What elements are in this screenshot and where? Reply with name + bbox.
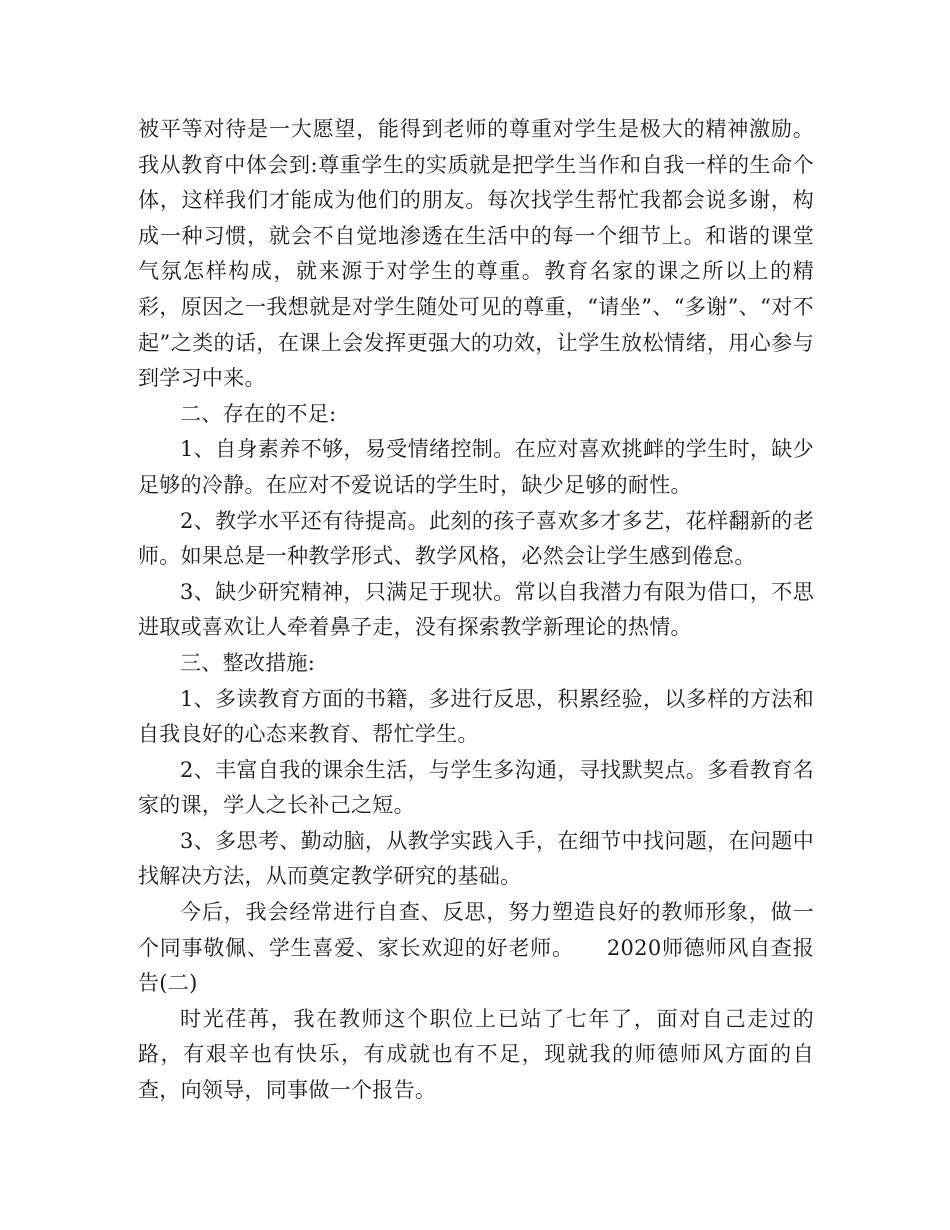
shortcoming-item-3: 3、缺少研究精神，只满足于现状。常以自我潜力有限为借口，不思进取或喜欢让人牵着鼻子走，没有探索教学新理论的热情。 [138, 579, 814, 640]
paragraph-report-two-intro: 时光荏苒，我在教师这个职位上已站了七年了，面对自己走过的路，有艰辛也有快乐，有成就也有不足，现就我的师德师风方面的自查，向领导，同事做一个报告。 [138, 1006, 814, 1103]
section-heading-measures: 三、整改措施: [180, 650, 316, 675]
paragraph-respect: 被平等对待是一大愿望，能得到老师的尊重对学生是极大的精神激励。我从教育中体会到:尊重学生的实质就是把学生当作和自我一样的生命个体，这样我们才能成为他们的朋友。每次找学生帮忙我都会说多谢，构成一种习惯，就会不自觉地渗透在生活中的每一个细节上。和谐的课堂气氛怎样构成，就来源于对学生的尊重。教育名家的课之所以上的精彩，原因之一我想就是对学生随处可见的尊重，“请坐”、“多谢”、“对不起”之类的话，在课上会发挥更强大的功效，让学生放松情绪，用心参与到学习中来。 [138, 117, 814, 391]
measure-item-1: 1、多读教育方面的书籍，多进行反思，积累经验，以多样的方法和自我良好的心态来教育、帮忙学生。 [138, 686, 814, 747]
shortcoming-item-2: 2、教学水平还有待提高。此刻的孩子喜欢多才多艺，花样翻新的老师。如果总是一种教学形式、教学风格，必然会让学生感到倦怠。 [138, 508, 814, 569]
section-heading-shortcomings: 二、存在的不足: [180, 401, 337, 426]
shortcoming-item-1: 1、自身素养不够，易受情绪控制。在应对喜欢挑衅的学生时，缺少足够的冷静。在应对不爱说话的学生时，缺少足够的耐性。 [138, 437, 814, 497]
document-body [138, 112, 814, 1109]
paragraph-conclusion: 今后，我会经常进行自查、反思，努力塑造良好的教师形象，做一个同事敬佩、学生喜爱、家长欢迎的好老师。 2020师德师风自查报告(二) [138, 900, 814, 996]
measure-item-3: 3、多思考、勤动脑，从教学实践入手，在细节中找问题，在问题中找解决方法，从而奠定教学研究的基础。 [138, 828, 814, 889]
measure-item-2: 2、丰富自我的课余生活，与学生多沟通，寻找默契点。多看教育名家的课，学人之长补己之短。 [138, 757, 814, 818]
